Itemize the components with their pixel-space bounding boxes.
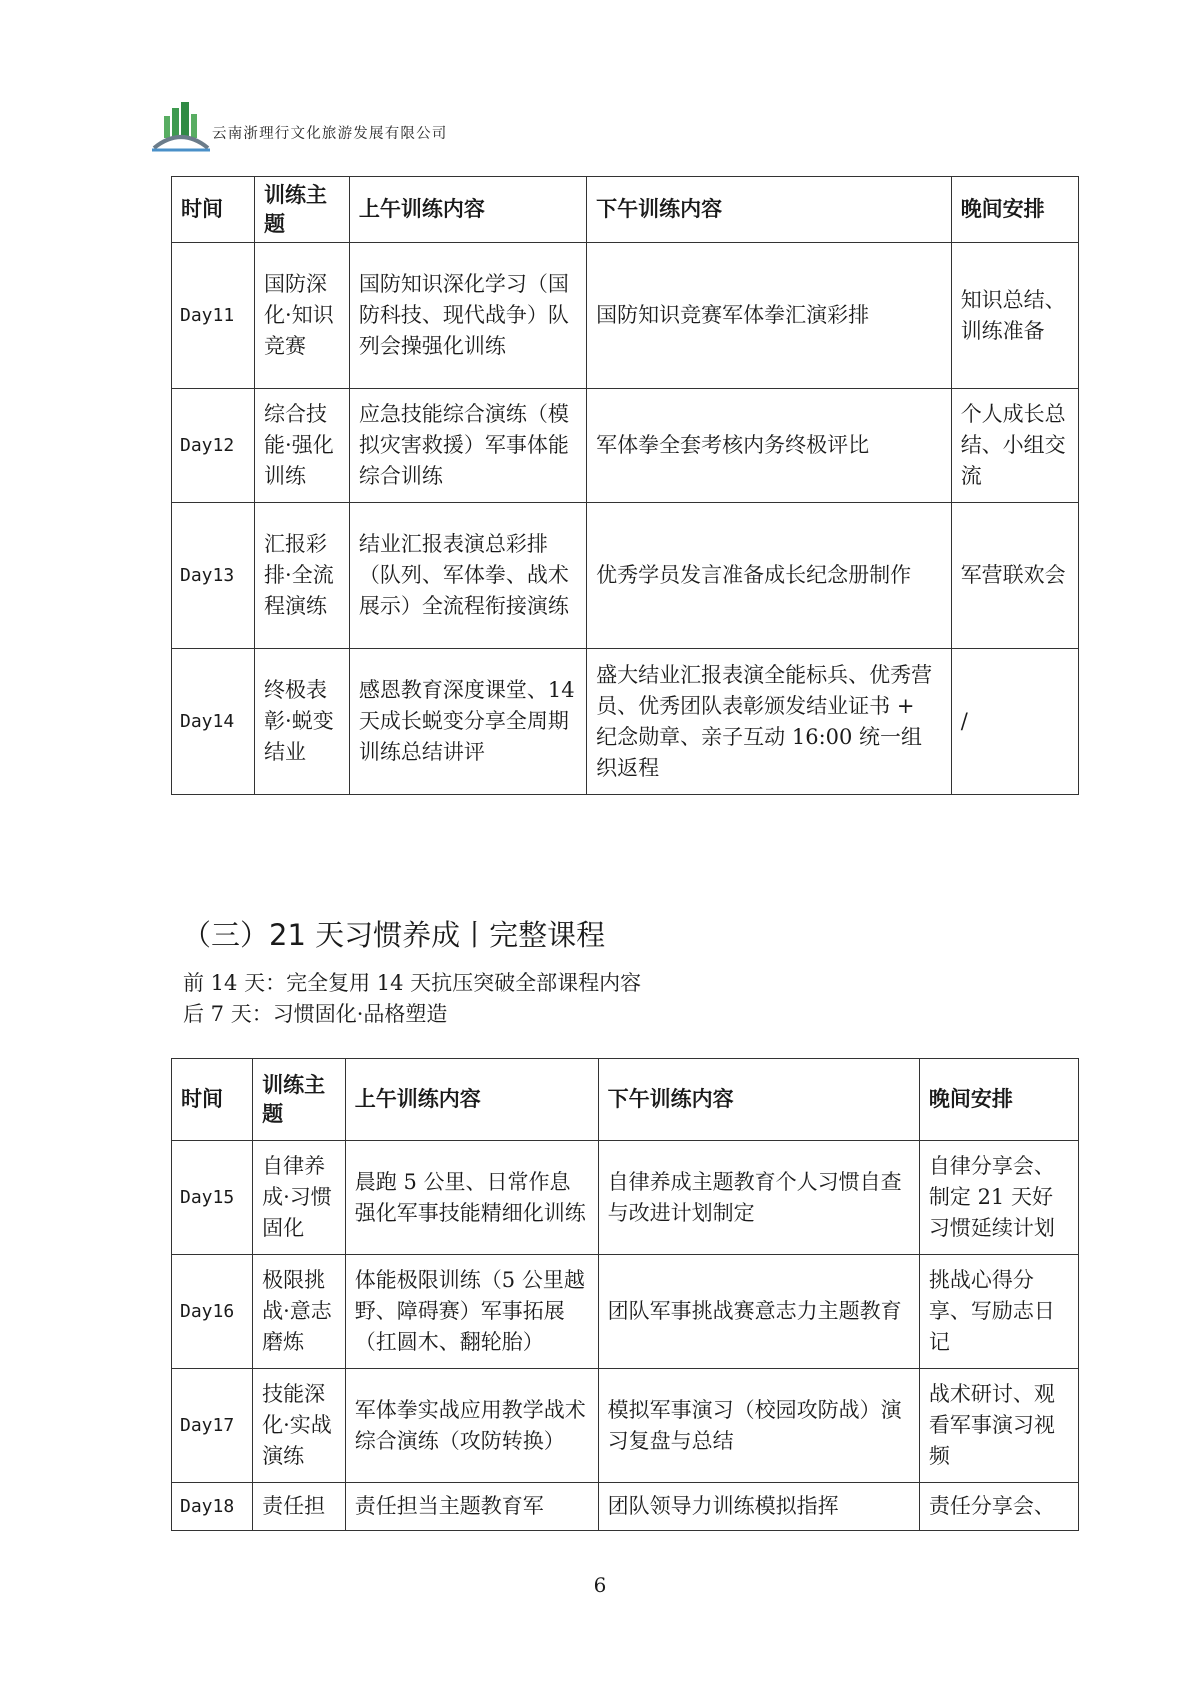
morning-cell: 应急技能综合演练（模拟灾害救援）军事体能综合训练 — [349, 389, 586, 503]
header-morning: 上午训练内容 — [349, 177, 586, 243]
header-evening: 晚间安排 — [919, 1059, 1078, 1141]
morning-cell: 感恩教育深度课堂、14 天成长蜕变分享全周期训练总结讲评 — [349, 649, 586, 795]
day-cell: Day14 — [172, 649, 255, 795]
header-morning: 上午训练内容 — [345, 1059, 598, 1141]
table-header-row — [172, 177, 1079, 243]
table-row — [172, 1255, 1079, 1369]
evening-cell: 知识总结、训练准备 — [951, 243, 1078, 389]
header-theme: 训练主题 — [253, 1059, 346, 1141]
morning-cell: 责任担当主题教育军 — [345, 1483, 598, 1531]
afternoon-cell: 团队军事挑战赛意志力主题教育 — [598, 1255, 919, 1369]
day-cell: Day16 — [172, 1255, 253, 1369]
table-row — [172, 649, 1079, 795]
theme-cell: 责任担 — [253, 1483, 346, 1531]
page-header — [152, 100, 572, 154]
theme-cell: 汇报彩排·全流程演练 — [255, 503, 350, 649]
table-row — [172, 1141, 1079, 1255]
afternoon-cell: 盛大结业汇报表演全能标兵、优秀营员、优秀团队表彰颁发结业证书 + 纪念勋章、亲子互动 16:00 统一组织返程 — [587, 649, 952, 795]
company-name: 云南浙理行文化旅游发展有限公司 — [212, 126, 448, 142]
morning-cell: 军体拳实战应用教学战术综合演练（攻防转换） — [345, 1369, 598, 1483]
morning-cell: 国防知识深化学习（国防科技、现代战争）队列会操强化训练 — [349, 243, 586, 389]
evening-cell: / — [951, 649, 1078, 795]
day-cell: Day18 — [172, 1483, 253, 1531]
section-intro-line-1: 前 14 天：完全复用 14 天抗压突破全部课程内容 — [183, 971, 642, 995]
table-row — [172, 243, 1079, 389]
theme-cell: 自律养成·习惯固化 — [253, 1141, 346, 1255]
morning-cell: 体能极限训练（5 公里越野、障碍赛）军事拓展（扛圆木、翻轮胎） — [345, 1255, 598, 1369]
header-afternoon: 下午训练内容 — [598, 1059, 919, 1141]
day-cell: Day13 — [172, 503, 255, 649]
page-number: 6 — [593, 1573, 607, 1597]
day-cell: Day15 — [172, 1141, 253, 1255]
evening-cell: 责任分享会、 — [919, 1483, 1078, 1531]
theme-cell: 综合技能·强化训练 — [255, 389, 350, 503]
theme-cell: 国防深化·知识竞赛 — [255, 243, 350, 389]
afternoon-cell: 团队领导力训练模拟指挥 — [598, 1483, 919, 1531]
evening-cell: 挑战心得分享、写励志日记 — [919, 1255, 1078, 1369]
morning-cell: 晨跑 5 公里、日常作息强化军事技能精细化训练 — [345, 1141, 598, 1255]
evening-cell: 个人成长总结、小组交流 — [951, 389, 1078, 503]
evening-cell: 军营联欢会 — [951, 503, 1078, 649]
day-cell: Day17 — [172, 1369, 253, 1483]
company-logo-icon — [152, 100, 210, 154]
header-time: 时间 — [172, 177, 255, 243]
afternoon-cell: 国防知识竞赛军体拳汇演彩排 — [587, 243, 952, 389]
day-cell: Day11 — [172, 243, 255, 389]
afternoon-cell: 自律养成主题教育个人习惯自查与改进计划制定 — [598, 1141, 919, 1255]
afternoon-cell: 军体拳全套考核内务终极评比 — [587, 389, 952, 503]
schedule-table-days-11-14 — [171, 176, 1079, 795]
table-row — [172, 503, 1079, 649]
header-theme: 训练主题 — [255, 177, 350, 243]
theme-cell: 终极表彰·蜕变结业 — [255, 649, 350, 795]
section-title: （三）21 天习惯养成丨完整课程 — [182, 918, 606, 952]
header-afternoon: 下午训练内容 — [587, 177, 952, 243]
evening-cell: 战术研讨、观看军事演习视频 — [919, 1369, 1078, 1483]
afternoon-cell: 模拟军事演习（校园攻防战）演习复盘与总结 — [598, 1369, 919, 1483]
day-cell: Day12 — [172, 389, 255, 503]
table-header-row — [172, 1059, 1079, 1141]
table-row — [172, 1369, 1079, 1483]
table-row — [172, 389, 1079, 503]
theme-cell: 极限挑战·意志磨炼 — [253, 1255, 346, 1369]
table-row — [172, 1483, 1079, 1531]
evening-cell: 自律分享会、制定 21 天好习惯延续计划 — [919, 1141, 1078, 1255]
theme-cell: 技能深化·实战演练 — [253, 1369, 346, 1483]
header-time: 时间 — [172, 1059, 253, 1141]
header-evening: 晚间安排 — [951, 177, 1078, 243]
morning-cell: 结业汇报表演总彩排（队列、军体拳、战术展示）全流程衔接演练 — [349, 503, 586, 649]
schedule-table-days-15-18 — [171, 1058, 1079, 1531]
section-intro-line-2: 后 7 天：习惯固化·品格塑造 — [183, 1002, 448, 1026]
afternoon-cell: 优秀学员发言准备成长纪念册制作 — [587, 503, 952, 649]
